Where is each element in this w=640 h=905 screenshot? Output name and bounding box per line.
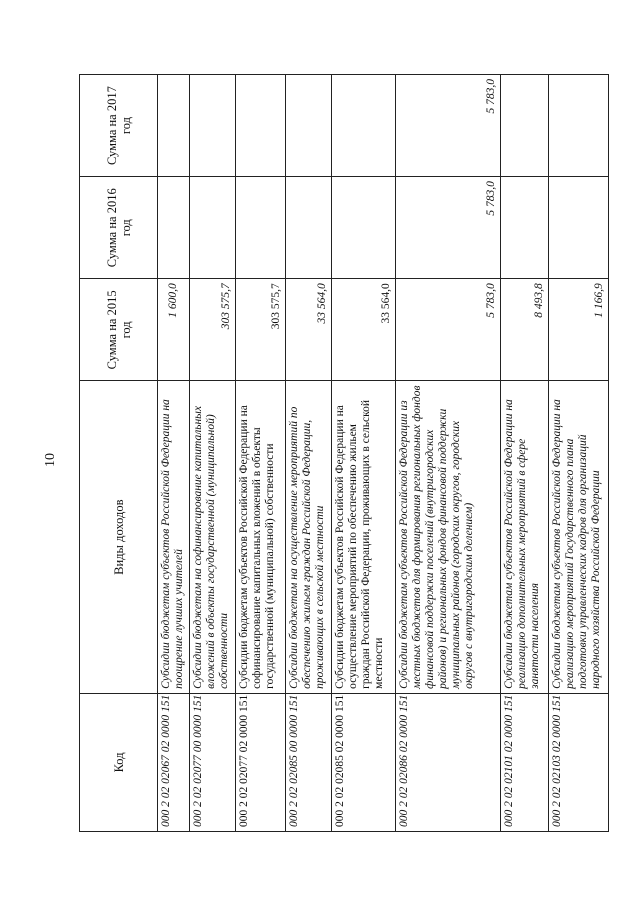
header-code: Код (80, 693, 158, 831)
row-sum-2017 (158, 75, 190, 177)
row-sum-2016 (549, 177, 609, 279)
row-sum-2015: 1 600,0 (158, 279, 190, 381)
row-sum-2017: 5 783,0 (395, 75, 500, 177)
row-sum-2017 (286, 75, 332, 177)
row-sum-2015: 33 564,0 (286, 279, 332, 381)
header-income-type: Виды доходов (80, 381, 158, 693)
table-row (332, 75, 396, 832)
row-code: 000 2 02 02077 02 0000 151 (236, 693, 286, 831)
row-sum-2015: 303 575,7 (236, 279, 286, 381)
row-sum-2016: 5 783,0 (395, 177, 500, 279)
row-sum-2016 (236, 177, 286, 279)
table-row (236, 75, 286, 832)
row-code: 000 2 02 02085 02 0000 151 (332, 693, 396, 831)
row-sum-2016 (332, 177, 396, 279)
table-row (501, 75, 549, 832)
row-code: 000 2 02 02077 00 0000 151 (190, 693, 236, 831)
row-income-type: Субсидии бюджетам на осуществление мероприятий по обеспечению жильем граждан Российской Федерации, проживающих в сельской местности (286, 381, 332, 693)
row-income-type: Субсидии бюджетам субъектов Российской Федерации на реализацию дополнительных мероприятий в сфере занятости населения (501, 381, 549, 693)
row-sum-2017 (549, 75, 609, 177)
header-sum-2015: Сумма на 2015 год (80, 279, 158, 381)
table-row (190, 75, 236, 832)
income-table-rotated (79, 74, 609, 832)
row-sum-2017 (501, 75, 549, 177)
row-code: 000 2 02 02085 00 0000 151 (286, 693, 332, 831)
row-sum-2017 (236, 75, 286, 177)
row-sum-2016 (286, 177, 332, 279)
page-number: 10 (43, 453, 58, 467)
row-code: 000 2 02 02067 02 0000 151 (158, 693, 190, 831)
header-sum-2017: Сумма на 2017 год (80, 75, 158, 177)
row-code: 000 2 02 02103 02 0000 151 (549, 693, 609, 831)
row-sum-2015: 303 575,7 (190, 279, 236, 381)
table-row (286, 75, 332, 832)
table-header-row (80, 75, 158, 832)
row-income-type: Субсидии бюджетам субъектов Российской Федерации из местных бюджетов для формирования региональных фондов финансовой поддержки поселений (внутригородских районов) и региональных фондов финансовой поддержки муниципальных районов (городских округов, городских округов с внутригородским делением) (395, 381, 500, 693)
row-sum-2015: 8 493,8 (501, 279, 549, 381)
row-sum-2016 (190, 177, 236, 279)
income-table (79, 74, 609, 832)
table-row (549, 75, 609, 832)
header-sum-2016: Сумма на 2016 год (80, 177, 158, 279)
row-sum-2015: 1 166,9 (549, 279, 609, 381)
row-income-type: Субсидии бюджетам на софинансирование капитальных вложений в объекты государственной (муниципальной) собственности (190, 381, 236, 693)
row-sum-2017 (190, 75, 236, 177)
row-sum-2017 (332, 75, 396, 177)
row-sum-2016 (501, 177, 549, 279)
table-row (158, 75, 190, 832)
row-income-type: Субсидии бюджетам субъектов Российской Федерации на софинансирование капитальных вложений в объекты государственной (муниципальной) собственности (236, 381, 286, 693)
row-sum-2015: 33 564,0 (332, 279, 396, 381)
row-sum-2016 (158, 177, 190, 279)
row-code: 000 2 02 02101 02 0000 151 (501, 693, 549, 831)
row-sum-2015: 5 783,0 (395, 279, 500, 381)
table-row (395, 75, 500, 832)
row-income-type: Субсидии бюджетам субъектов Российской Федерации на реализацию мероприятий Государственного плана подготовки управленческих кадров для организаций народного хозяйства Российской Федерации (549, 381, 609, 693)
row-code: 000 2 02 02086 02 0000 151 (395, 693, 500, 831)
row-income-type: Субсидии бюджетам субъектов Российской Федерации на поощрение лучших учителей (158, 381, 190, 693)
row-income-type: Субсидии бюджетам субъектов Российской Федерации на осуществление мероприятий по обеспечению жильем граждан Российской Федерации, проживающих в сельской местности (332, 381, 396, 693)
